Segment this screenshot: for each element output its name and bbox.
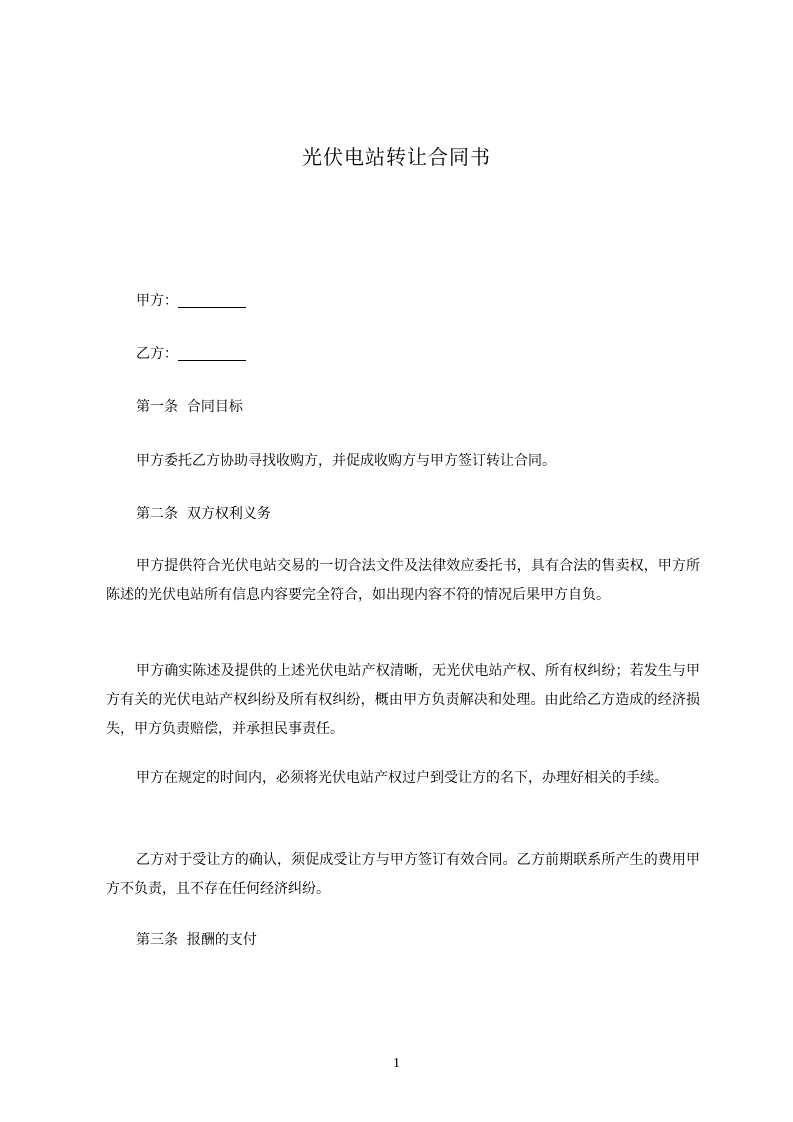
article-2-paragraph-3: 甲方在规定的时间内，必须将光伏电站产权过户到受让方的名下，办理好相关的手续。 <box>136 770 668 786</box>
article-2-paragraph-2: 甲方确实陈述及提供的上述光伏电站产权清晰，无光伏电站产权、所有权纠纷；若发生与甲方有关的光伏电站产权纠纷及所有权纠纷，概由甲方负责解决和处理。由此给乙方造成的经济损失，甲方负责赔偿，并承担民事责任。 <box>106 663 700 737</box>
page-number: 1 <box>393 1056 400 1071</box>
article-2-paragraph-3-block <box>106 764 700 793</box>
party-b-label: 乙方： <box>136 346 178 362</box>
article-1-heading-block <box>106 393 700 422</box>
article-2-heading-block <box>106 500 700 529</box>
article-2-heading: 第二条 双方权利义务 <box>136 506 271 522</box>
party-a-line <box>106 287 700 316</box>
party-a-blank <box>178 293 246 308</box>
article-2-paragraph-1: 甲方提供符合光伏电站交易的一切合法文件及法律效应委托书，具有合法的售卖权，甲方所陈述的光伏电站所有信息内容要完全符合，如出现内容不符的情况后果甲方自负。 <box>106 558 700 603</box>
document-title: 光伏电站转让合同书 <box>302 145 491 169</box>
article-2-paragraph-4: 乙方对于受让方的确认，须促成受让方与甲方签订有效合同。乙方前期联系所产生的费用甲方不负责，且不存在任何经济纠纷。 <box>106 852 700 897</box>
article-2-paragraph-2-block <box>106 657 700 744</box>
article-1-paragraph-block <box>106 447 700 476</box>
party-b-line <box>106 340 700 369</box>
article-3-heading-block <box>106 926 700 955</box>
party-b-blank <box>178 346 246 361</box>
article-1-paragraph-1: 甲方委托乙方协助寻找收购方，并促成收购方与甲方签订转让合同。 <box>136 453 556 469</box>
party-a-label: 甲方： <box>136 293 178 309</box>
article-1-heading: 第一条 合同目标 <box>136 399 243 415</box>
article-2-paragraph-4-block <box>106 846 700 904</box>
article-3-heading: 第三条 报酬的支付 <box>136 932 257 948</box>
article-2-paragraph-1-block <box>106 552 700 610</box>
